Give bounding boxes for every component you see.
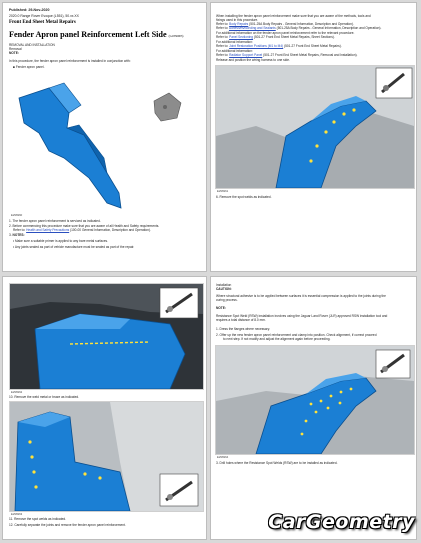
figure-2-code: E296963 (11, 512, 23, 516)
title-code: (G1836003) (168, 34, 184, 38)
ref-prefix: Refer to: (216, 44, 229, 48)
step-11-text: Remove the spot welds as indicated. (14, 517, 67, 521)
note-text-1: Resistance Spot Weld (RSW) installation involves using the Jaguar Land Rover (JLR) approved RSW installation tool and (216, 314, 388, 318)
step-3-label: NOTES: (12, 233, 25, 237)
drill-holes-illustration (216, 346, 414, 454)
installation-heading: Installation (216, 283, 232, 287)
caution-label: CAUTION: (216, 287, 232, 291)
step-3-note-b-text: Any joints sealed as part of vehicle manufacture must be sealed as part of the repair. (14, 245, 135, 249)
note-label: NOTE: (9, 51, 19, 55)
ref-radiator-support (216, 53, 357, 57)
figure-apron-reinforcement (9, 73, 202, 211)
section-title: Front End Sheet Metal Repairs (9, 20, 76, 25)
step-12-text: Carefully separate the joints and remove the fender apron panel reinforcement. (14, 523, 126, 527)
step-2-reference (13, 228, 151, 232)
step-3-note-b: • Any joints sealed as part of vehicle manufacture must be sealed as part of the repair. (13, 245, 135, 249)
ref-prefix: Refer to: (216, 35, 229, 39)
figure-code: E296964 (217, 455, 229, 459)
ref-suffix: (100-00 General Information, Description and Operation). (70, 228, 151, 232)
info-line-7: For additional information: (216, 40, 253, 44)
step-2-text: Before commencing this procedure make sure that you are aware of all Health and Safety requirements. (12, 224, 160, 228)
step-3-note-a-text: Make sure a suitable primer is applied to any bare metal surfaces. (15, 239, 109, 243)
spot-weld-illustration (216, 66, 414, 188)
caution-text-2: curing process. (216, 298, 238, 302)
page-title-text: Fender Apron panel Reinforcement Left Side (9, 30, 167, 39)
adhesives-link[interactable]: Adhesives/Bonding and Sealants (228, 26, 276, 30)
note-label: NOTE: (216, 306, 226, 310)
info-line-9: For additional information: (216, 49, 253, 53)
note-text: In this procedure, the fender apron panel reinforcement is installed in conjunction with: (9, 59, 131, 63)
braze-removal-illustration (10, 284, 203, 389)
step-3: 3. NOTES: (9, 233, 25, 237)
ref-prefix: Refer to: (216, 53, 229, 57)
body-repairs-link[interactable]: Body Repairs (229, 22, 249, 26)
install-step-3-text: Drill holes where the Resistance Spot Welds (RSW) are to be installed as indicated. (219, 461, 338, 465)
joint-restoration-link[interactable]: Joint Restoration Positions (M1 to M4) (229, 44, 284, 48)
figure-code: E296960 (11, 213, 23, 217)
info-line-11: Release and position the wiring harness to one side. (216, 58, 290, 62)
document-page-2 (210, 2, 417, 272)
figure-spot-weld-removal (9, 401, 204, 512)
ref-prefix: Refer to: (216, 22, 229, 26)
intro-line-1: When installing the fender apron panel reinforcement make sure that you are aware of the methods, tools and (216, 14, 371, 18)
install-step-1-text: Dress the flanges where necessary. (219, 327, 270, 331)
document-page-4 (210, 276, 417, 540)
figure-braze-removal (9, 283, 204, 390)
ref-adhesives (216, 26, 381, 30)
step-12: 12. Carefully separate the joints and remove the fender apron panel reinforcement. (9, 523, 126, 527)
bullet-item: ■ Fender apron panel. (13, 65, 45, 69)
ref-prefix: Refer to: (13, 228, 26, 232)
ref-suffix: (501-27 Front End Sheet Metal Repairs, Removal and Installation). (263, 53, 358, 57)
ref-prefix: Refer to: (216, 26, 229, 30)
ref-suffix: (501-27 Front End Sheet Metal Repairs, Sheet Sections). (253, 35, 335, 39)
ref-suffix: (501-25A Body Repairs - General Information, Description and Operation). (276, 26, 382, 30)
step-1-text: The fender apron panel reinforcement is serviced as indicated. (12, 219, 101, 223)
install-step-1: 1. Dress the flanges where necessary. (216, 327, 270, 331)
removal-subheading: Removal (9, 47, 22, 51)
step-11: 11. Remove the spot welds as indicated. (9, 517, 67, 521)
page-title (9, 30, 183, 39)
install-step-2: 2. Offer up the new fender apron panel reinforcement and clamp into position. Check alignment, if correct proceed (216, 333, 377, 337)
install-step-2-line-1: Offer up the new fender apron panel reinforcement and clamp into position. Check alignment, if correct proceed (219, 333, 377, 337)
intro-line-2: fixings used in this procedure. (216, 18, 259, 22)
step-text: Remove the spot welds as indicated. (219, 195, 272, 199)
figure-spot-welds (215, 65, 415, 189)
install-step-3: 3. Drill holes where the Resistance Spot Welds (RSW) are to be installed as indicated. (216, 461, 338, 465)
info-line-5: For additional information on the fender apron panel reinforcement refer to the relevant procedure. (216, 31, 355, 35)
note-text-2: requires a total distance of 8.0 mm. (216, 318, 266, 322)
install-step-2-line-2: to next step. If not modify and adjust the alignment again before proceeding. (223, 337, 331, 341)
figure-drill-holes (215, 345, 415, 455)
ref-panel-sectioning (216, 35, 335, 39)
step-2: 2. Before commencing this procedure make sure that you are aware of all Health and Safety requirements. (9, 224, 160, 228)
step-10: 10. Remove the weld metal or braze as indicated. (9, 395, 79, 399)
document-page-1 (2, 2, 207, 272)
ref-suffix: (501-25A Body Repairs - General Information, Description and Operation). (249, 22, 354, 26)
ref-joint-restoration (216, 44, 342, 48)
panel-sectioning-link[interactable]: Panel Sectioning (229, 35, 254, 39)
step-3-note-a: • Make sure a suitable primer is applied to any bare metal surfaces. (13, 239, 109, 243)
removal-heading: REMOVAL AND INSTALLATION (9, 43, 55, 47)
ref-suffix: (501-27 Front End Sheet Metal Repairs). (284, 44, 342, 48)
step-1: 1. The fender apron panel reinforcement is serviced as indicated. (9, 219, 101, 223)
bullet-text: Fender apron panel. (15, 65, 45, 69)
caution-text-1: Where structural adhesive is to be applied between surfaces it is essential compression is applied to the joints during the (216, 294, 386, 298)
figure-code: E296961 (217, 189, 229, 193)
apron-reinforcement-illustration (9, 73, 202, 211)
step-10-text: Remove the weld metal or braze as indicated. (14, 395, 79, 399)
watermark-logo: CarGeometry (268, 511, 415, 533)
health-safety-link[interactable]: Health and Safety Precautions (26, 228, 70, 232)
document-page-3 (2, 276, 207, 540)
spot-weld-removal-illustration (10, 402, 203, 511)
published-date: Published: 29-Nov-2020 (9, 8, 50, 12)
vehicle-model: 2020.0 Range Rover Evoque (L551), 50.xx.XX (9, 14, 79, 18)
figure-1-code: E296962 (11, 390, 23, 394)
step-remove-welds: 6. Remove the spot welds as indicated. (216, 195, 272, 199)
radiator-support-link[interactable]: Radiator Support Panel (229, 53, 263, 57)
